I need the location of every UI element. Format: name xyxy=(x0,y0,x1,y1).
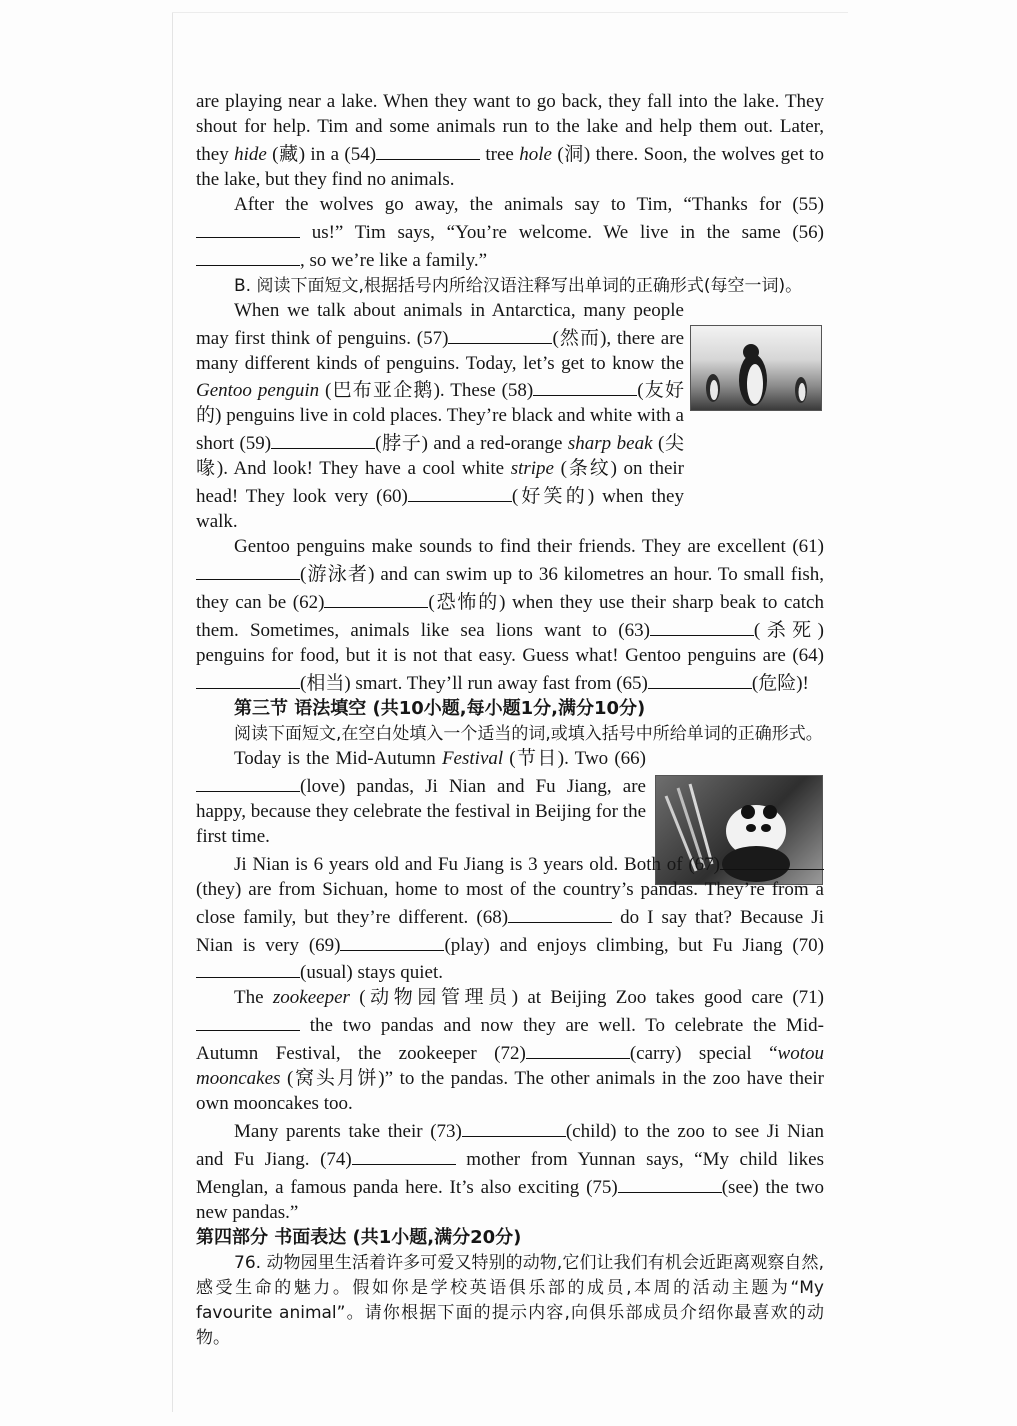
text-run: (节日). Two (66) xyxy=(503,747,646,769)
text-run: (love) pandas, Ji Nian and Fu Jiang, are happy, because they celebrate the festival in Beijing for the first time. xyxy=(196,775,646,847)
paragraph xyxy=(196,850,824,987)
answer-blank-61[interactable] xyxy=(196,560,300,580)
italic-term: hide xyxy=(234,143,267,165)
answer-blank-73[interactable] xyxy=(462,1117,566,1137)
answer-blank-60[interactable] xyxy=(408,482,512,502)
answer-blank-66[interactable] xyxy=(196,772,300,792)
italic-term: Gentoo penguin xyxy=(196,380,320,402)
italic-term: sharp beak xyxy=(567,433,653,455)
text-run: (窝头月饼)” to the pandas. The other animals in the zoo have their own mooncakes too. xyxy=(196,1068,824,1115)
text-run: Many parents take their (73) xyxy=(234,1121,462,1143)
text-run: When we talk about animals in Antarctica, many people may first think of penguins. (57) xyxy=(196,299,684,349)
answer-blank-70[interactable] xyxy=(196,958,300,978)
italic-term: stripe xyxy=(510,458,554,480)
answer-blank-67[interactable] xyxy=(720,850,824,870)
answer-blank-57[interactable] xyxy=(448,324,552,344)
answer-blank-68[interactable] xyxy=(508,903,612,923)
text-run: (巴布亚企鹅). These (58) xyxy=(319,380,534,402)
text-run: the two pandas and now they are well. To celebrate the Mid-Autumn Festival, the zookeeper (72) xyxy=(196,1015,824,1065)
part-4-heading: 第四部分 书面表达 (共1小题,满分20分) xyxy=(196,1226,522,1248)
paragraph xyxy=(196,90,824,193)
text-run: (相当) smart. They’ll run away fast from (65) xyxy=(300,672,648,694)
text-run: do I say that? Because Ji Nian is very (69) xyxy=(196,906,824,956)
text-run: (杀死) penguins for food, but it is not that easy. Guess what! Gentoo penguins are (64) xyxy=(196,620,824,667)
section-3-heading: 第三节 语法填空 (共10小题,每小题1分,满分10分) xyxy=(234,697,646,719)
text-run: (藏) in a (54) xyxy=(266,143,377,165)
paragraph xyxy=(196,1117,824,1226)
italic-term: hole xyxy=(519,143,552,165)
text-run: (usual) stays quiet. xyxy=(300,962,444,984)
writing-prompt-76: 76. 动物园里生活着许多可爱又特别的动物,它们让我们有机会近距离观察自然,感受生命的魅力。假如你是学校英语俱乐部的成员,本周的活动主题为“My favourite animal”。请你根据下面的提示内容,向俱乐部成员介绍你最喜欢的动物。 xyxy=(196,1252,824,1348)
text-run: (条纹) on their head! They look very (60) xyxy=(196,458,684,508)
text-run: (洞) there. Soon, the wolves get to the lake, but they find no animals. xyxy=(196,143,824,190)
answer-blank-54[interactable] xyxy=(376,140,480,160)
italic-term: zookeeper xyxy=(272,987,350,1009)
text-run: (child) to the zoo to see Ji Nian and Fu Jiang. (74) xyxy=(196,1121,825,1171)
answer-blank-71[interactable] xyxy=(196,1011,300,1031)
answer-blank-72[interactable] xyxy=(526,1039,630,1059)
text-run: Gentoo penguins make sounds to find their friends. They are excellent (61) xyxy=(234,536,824,558)
text-run: The xyxy=(234,987,273,1009)
text-run: (危险)! xyxy=(751,672,809,694)
answer-blank-64[interactable] xyxy=(196,669,300,689)
text-run: (友好的) penguins live in cold places. They’re black and white with a short (59) xyxy=(196,380,684,455)
text-run: (they) are from Sichuan, home to most of the country’s pandas. They’re from a close family, but they’re different. (68) xyxy=(196,878,824,928)
text-run: After the wolves go away, the animals say to Tim, “Thanks for (55) xyxy=(234,193,824,215)
paragraph xyxy=(196,193,824,274)
exam-text xyxy=(196,90,824,1351)
page-border xyxy=(172,12,173,1412)
section-b-instruction: B. 阅读下面短文,根据括号内所给汉语注释写出单词的正确形式(每空一词)。 xyxy=(234,275,803,296)
text-run: tree xyxy=(480,143,520,165)
answer-blank-55[interactable] xyxy=(196,218,300,238)
text-run: (play) and enjoys climbing, but Fu Jiang (70) xyxy=(444,934,824,956)
paragraph xyxy=(196,535,824,697)
answer-blank-63[interactable] xyxy=(650,616,754,636)
text-run: (然而), there are many different kinds of penguins. Today, let’s get to know the xyxy=(196,327,684,374)
text-run: are playing near a lake. When they want to go back, they fall into the lake. They shout for help. Tim and some animals run to the lake and help them out. Later, they xyxy=(196,91,824,165)
answer-blank-56[interactable] xyxy=(196,246,300,266)
text-run: Ji Nian is 6 years old and Fu Jiang is 3 years old. Both of (67) xyxy=(234,853,720,875)
paragraph xyxy=(196,986,824,1117)
answer-blank-62[interactable] xyxy=(324,588,428,608)
italic-term: Festival xyxy=(441,747,504,769)
italic-term: wotou mooncakes xyxy=(196,1043,824,1090)
paragraph xyxy=(196,299,684,536)
text-run: (游泳者) and can swim up to 36 kilometres an hour. To small fish, they can be (62) xyxy=(196,564,824,614)
text-run: mother from Yunnan says, “My child likes Menglan, a famous panda here. It’s also exciting (75) xyxy=(196,1149,824,1199)
text-run: , so we’re like a family.” xyxy=(300,249,488,271)
paragraph xyxy=(196,747,646,850)
text-run: (see) the two new pandas.” xyxy=(196,1177,824,1224)
text-run: (尖喙). And look! They have a cool white xyxy=(196,433,685,480)
text-run: us!” Tim says, “You’re welcome. We live in the same (56) xyxy=(300,221,824,243)
page-border xyxy=(172,12,848,13)
answer-blank-65[interactable] xyxy=(648,669,752,689)
text-run: (carry) special “ xyxy=(629,1043,778,1065)
answer-blank-69[interactable] xyxy=(340,931,444,951)
text-run: (脖子) and a red-orange xyxy=(375,433,568,455)
answer-blank-75[interactable] xyxy=(618,1173,722,1193)
text-run: (好笑的) when they walk. xyxy=(196,486,684,533)
text-run: (动物园管理员) at Beijing Zoo takes good care (71) xyxy=(349,987,824,1009)
text-run: Today is the Mid-Autumn xyxy=(234,747,442,769)
text-run: (恐怖的) when they use their sharp beak to catch them. Sometimes, animals like sea lions want to (63) xyxy=(196,592,824,642)
answer-blank-59[interactable] xyxy=(271,429,375,449)
section-3-instruction: 阅读下面短文,在空白处填入一个适当的词,或填入括号中所给单词的正确形式。 xyxy=(234,723,823,744)
answer-blank-74[interactable] xyxy=(352,1145,456,1165)
answer-blank-58[interactable] xyxy=(533,376,637,396)
